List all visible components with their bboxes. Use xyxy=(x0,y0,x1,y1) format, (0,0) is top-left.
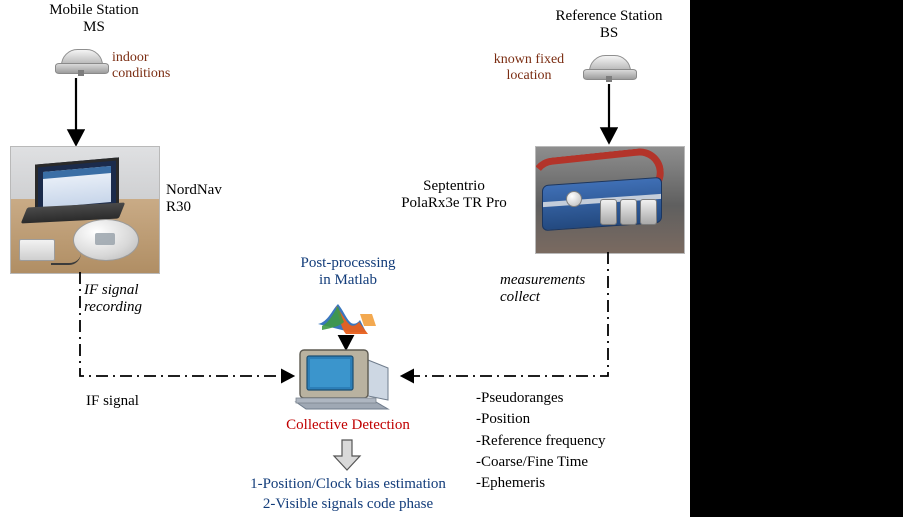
thick-down-arrow-icon xyxy=(333,440,363,472)
reference-station-photo xyxy=(535,146,685,254)
known-fixed-line2: location xyxy=(506,67,552,83)
measurements-collect-line2: collect xyxy=(500,288,540,305)
measurement-item: -Position xyxy=(476,411,531,428)
collective-detection-label: Collective Detection xyxy=(286,417,410,433)
indoor-line2: conditions xyxy=(112,65,171,81)
indoor-conditions-label xyxy=(112,50,222,81)
post-processing-line1: Post-processing xyxy=(300,255,396,271)
septentrio-line1: Septentrio xyxy=(423,178,485,194)
mobile-station-photo xyxy=(10,146,160,274)
known-fixed-location-label xyxy=(470,52,588,83)
nordnav-line2: R30 xyxy=(166,198,192,215)
measurement-item: -Reference frequency xyxy=(476,432,606,449)
if-signal-recording-line2: recording xyxy=(84,298,143,315)
nordnav-label xyxy=(166,182,286,216)
arrow-bs-antenna-to-photo xyxy=(595,84,625,146)
septentrio-label xyxy=(378,178,530,212)
output-line1: 1-Position/Clock bias estimation xyxy=(250,476,446,492)
measurement-item: -Pseudoranges xyxy=(476,390,564,406)
measurement-item: -Ephemeris xyxy=(476,475,546,492)
measurement-item: -Coarse/Fine Time xyxy=(476,453,589,470)
if-signal-recording-label xyxy=(84,282,194,316)
bs-antenna-icon xyxy=(583,55,635,81)
matlab-logo-icon xyxy=(316,300,378,340)
arrow-ms-antenna-to-photo xyxy=(62,78,92,148)
ms-antenna-icon xyxy=(55,49,107,75)
indoor-line1: indoor xyxy=(112,50,149,65)
measurements-list xyxy=(476,388,676,494)
post-processing-line2: in Matlab xyxy=(319,271,377,288)
septentrio-line2: PolaRx3e TR Pro xyxy=(401,194,507,211)
mobile-station-line2: MS xyxy=(83,18,105,35)
measurements-collect-label xyxy=(500,272,630,306)
mobile-station-line1: Mobile Station xyxy=(49,2,139,18)
output-line2: 2-Visible signals code phase xyxy=(262,496,434,513)
if-signal-recording-line1: IF signal xyxy=(84,282,139,298)
measurements-collect-line1: measurements xyxy=(500,272,586,288)
known-fixed-line1: known fixed xyxy=(493,52,565,67)
nordnav-line1: NordNav xyxy=(166,182,222,198)
reference-station-title xyxy=(524,8,694,42)
mobile-station-title xyxy=(14,2,174,36)
reference-station-line2: BS xyxy=(599,24,619,41)
reference-station-line1: Reference Station xyxy=(555,8,663,24)
output-label xyxy=(198,474,498,515)
if-signal-label: IF signal xyxy=(86,393,139,409)
